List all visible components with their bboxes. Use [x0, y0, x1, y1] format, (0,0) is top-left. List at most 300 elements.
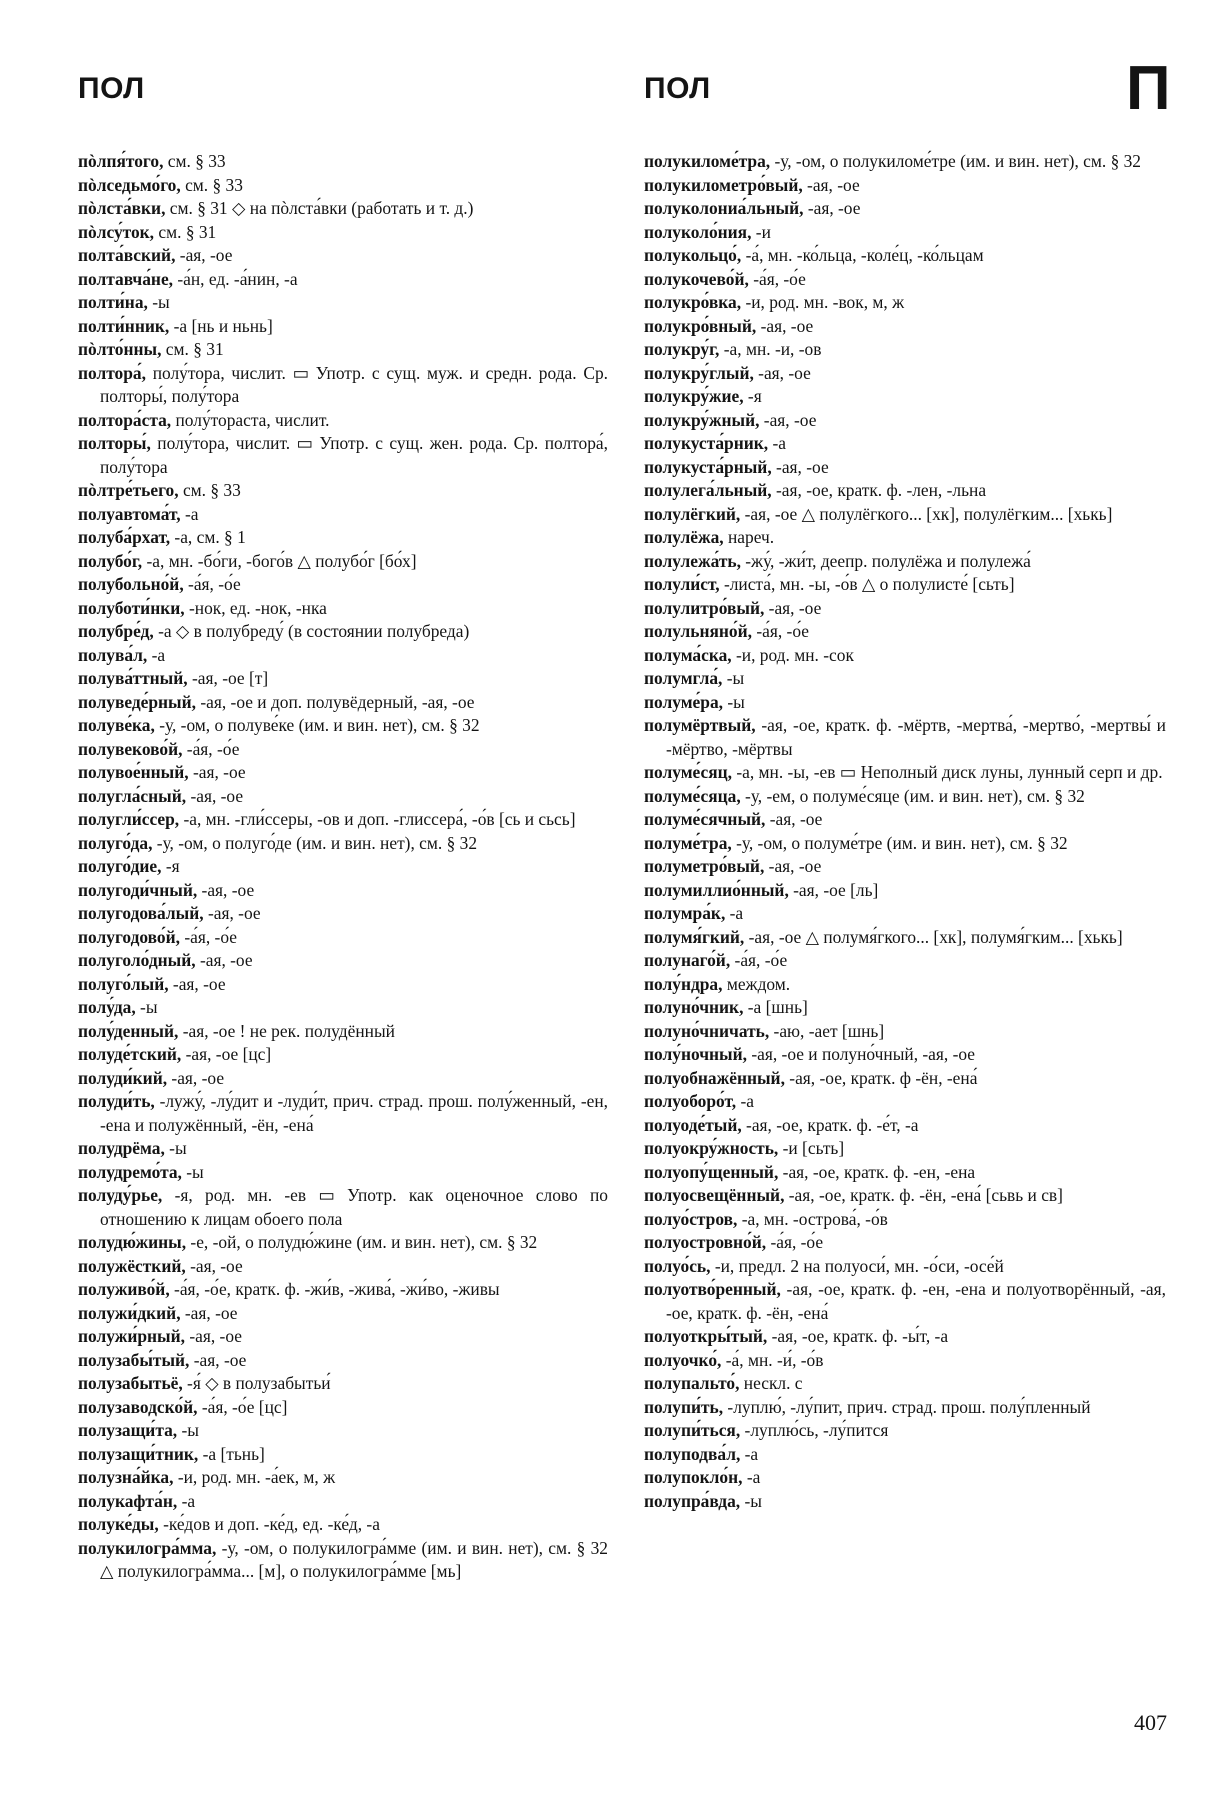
- dictionary-entry: [644, 1349, 1166, 1373]
- entry-definition: -ы: [147, 292, 170, 312]
- dictionary-entry: [78, 1537, 608, 1584]
- dictionary-entry: [78, 926, 608, 950]
- entry-headword: полулёжа,: [644, 527, 724, 547]
- entry-definition: -ая, -ое △ полумя́гкого... [хк], полумя́гким... [хькь]: [744, 926, 1123, 947]
- entry-headword: полува́л,: [78, 644, 148, 665]
- entry-headword: полумгла́,: [644, 668, 723, 688]
- entry-definition: -а, мн. -бо́ги, -бого́в △ полубо́г [бо́х]: [142, 550, 417, 571]
- entry-headword: полукру́г,: [644, 339, 720, 359]
- entry-definition: нареч.: [723, 527, 775, 547]
- dictionary-entry: [78, 1396, 608, 1420]
- entry-definition: -а: [768, 433, 786, 453]
- entry-definition: -а, см. § 1: [170, 527, 246, 547]
- entry-headword: полтора́,: [78, 362, 146, 383]
- entry-definition: -ая, -ое, кратк. ф. -ен, -ена и полуотворённый, -ая, -ое, кратк. ф. -ён, -ена́: [666, 1279, 1166, 1323]
- dictionary-entry: [644, 1020, 1166, 1044]
- entry-definition: -ы: [723, 691, 745, 712]
- dictionary-entry: [78, 738, 608, 762]
- entry-headword: полувое́нный,: [78, 762, 189, 782]
- entry-headword: полужи́дкий,: [78, 1302, 181, 1323]
- entry-headword: полуго́лый,: [78, 973, 169, 994]
- dictionary-entry: [78, 409, 608, 433]
- entry-definition: -е, -ой, о полудю́жине (им. и вин. нет), см. § 32: [186, 1232, 538, 1252]
- dictionary-entry: [644, 714, 1166, 761]
- entry-definition: -а́, мн. -и́, -о́в: [721, 1349, 824, 1370]
- dictionary-entry: [644, 526, 1166, 550]
- dictionary-entry: [644, 785, 1166, 809]
- entry-definition: -ая, -ое и полуно́чный, -ая, -ое: [746, 1044, 976, 1064]
- dictionary-entry: [78, 808, 608, 832]
- dictionary-entry: [78, 1184, 608, 1231]
- dictionary-entry: [78, 620, 608, 644]
- entry-headword: полува́ттный,: [78, 668, 188, 688]
- entry-definition: -ая, -ое ! не рек. полудённый: [178, 1020, 395, 1041]
- entry-headword: полукиломе́тра,: [644, 151, 771, 171]
- entry-definition: см. § 31 ◇ на пòлста́вки (работать и т. д.): [165, 198, 474, 218]
- entry-headword: полуго́дие,: [78, 856, 162, 876]
- entry-headword: полузащи́тник,: [78, 1443, 199, 1464]
- entry-definition: -а́я, -о́е: [182, 738, 240, 759]
- entry-headword: полукуста́рный,: [644, 456, 772, 477]
- dictionary-entry: [78, 315, 608, 339]
- entry-headword: полуке́ды,: [78, 1514, 159, 1534]
- entry-headword: полумиллио́нный,: [644, 879, 789, 900]
- dictionary-entry: [644, 879, 1166, 903]
- dictionary-entry: [644, 1443, 1166, 1467]
- entry-headword: полукру́жие,: [644, 386, 744, 406]
- dictionary-entry: [78, 174, 608, 198]
- entry-headword: полупальто́,: [644, 1373, 740, 1393]
- dictionary-entry: [644, 1137, 1166, 1161]
- dictionary-entry: [78, 1137, 608, 1161]
- entry-definition: -а́я, -о́е: [766, 1232, 824, 1252]
- dictionary-entry: [78, 691, 608, 715]
- dictionary-entry: [644, 620, 1166, 644]
- entry-headword: полубольно́й,: [78, 574, 184, 594]
- entry-headword: полузабы́тый,: [78, 1349, 190, 1370]
- dictionary-entry: [644, 855, 1166, 879]
- dictionary-entry: [644, 902, 1166, 926]
- entry-headword: полти́нник,: [78, 315, 170, 336]
- entry-headword: полуботи́нки,: [78, 597, 185, 618]
- dictionary-entry: [78, 832, 608, 856]
- dictionary-entry: [78, 221, 608, 245]
- entry-definition: -ая, -ое: [195, 950, 253, 970]
- dictionary-entry: [644, 1043, 1166, 1067]
- dictionary-entry: [78, 291, 608, 315]
- entry-headword: полугодова́лый,: [78, 903, 204, 923]
- entry-definition: -ая, -ое: [203, 903, 261, 923]
- entry-headword: полуно́чничать,: [644, 1020, 770, 1041]
- dictionary-entry: [78, 1443, 608, 1467]
- dictionary-entry: [644, 1067, 1166, 1091]
- entry-headword: полуметро́вый,: [644, 856, 765, 876]
- dictionary-entry: [644, 996, 1166, 1020]
- entry-headword: полуме́тра,: [644, 832, 732, 853]
- entry-headword: полукилогра́мма,: [78, 1537, 217, 1558]
- dictionary-entry: [78, 573, 608, 597]
- entry-definition: -ая, -ое: [186, 785, 244, 806]
- entry-headword: полукольцо́,: [644, 245, 742, 265]
- entry-definition: -луплю́, -лу́пит, прич. страд. прош. полу́пленный: [723, 1396, 1091, 1417]
- entry-headword: полукру́глый,: [644, 362, 754, 383]
- entry-headword: полуоде́тый,: [644, 1114, 742, 1135]
- entry-definition: см. § 33: [163, 151, 226, 171]
- entry-headword: полукафта́н,: [78, 1490, 178, 1511]
- entry-headword: полуокру́жность,: [644, 1138, 779, 1158]
- entry-headword: полугла́сный,: [78, 785, 187, 806]
- dictionary-entry: [644, 174, 1166, 198]
- dictionary-entry: [644, 456, 1166, 480]
- entry-headword: полуме́сяц,: [644, 762, 732, 782]
- dictionary-entry: [78, 1255, 608, 1279]
- entry-headword: полуди́кий,: [78, 1067, 168, 1088]
- entry-definition: -ая, -ое: [168, 973, 226, 994]
- dictionary-entry: [78, 362, 608, 409]
- entry-headword: полуосвещённый,: [644, 1185, 785, 1205]
- dictionary-entry: [78, 1302, 608, 1326]
- entry-definition: -у, -ом, о полуме́тре (им. и вин. нет), см. § 32: [731, 832, 1068, 853]
- entry-definition: -а: [736, 1091, 754, 1111]
- entry-headword: полузаводско́й,: [78, 1396, 198, 1417]
- dictionary-entry: [78, 761, 608, 785]
- dictionary-entry: [644, 1231, 1166, 1255]
- entry-headword: полумра́к,: [644, 903, 726, 923]
- page-number: 407: [1134, 1710, 1167, 1735]
- entry-definition: -а́я, -о́е, кратк. ф. -жи́в, -жива́, -жи́во, -живы: [169, 1279, 500, 1299]
- entry-headword: полулега́льный,: [644, 480, 772, 500]
- entry-definition: -и, род. мн. -сок: [731, 644, 854, 665]
- entry-headword: полуобнажённый,: [644, 1067, 785, 1088]
- entry-headword: полуколониа́льный,: [644, 198, 804, 218]
- entry-headword: полупи́ться,: [644, 1420, 741, 1440]
- right-column: [644, 150, 1166, 1513]
- dictionary-entry: [644, 644, 1166, 668]
- entry-definition: -ая, -ое: [189, 1349, 247, 1370]
- entry-definition: -и [сьть]: [778, 1138, 845, 1158]
- section-letter: П: [1126, 54, 1171, 123]
- dictionary-entry: [644, 1466, 1166, 1490]
- entry-definition: -ая, -ое: [180, 1302, 238, 1323]
- dictionary-entry: [644, 315, 1166, 339]
- entry-definition: -я: [743, 386, 762, 406]
- entry-headword: полукилометро́вый,: [644, 174, 803, 195]
- dictionary-entry: [644, 1490, 1166, 1514]
- entry-definition: -у, -ом, о полуве́ке (им. и вин. нет), см. § 32: [154, 715, 480, 735]
- dictionary-entry: [78, 1372, 608, 1396]
- entry-headword: полуме́ра,: [644, 691, 723, 712]
- entry-definition: -жу́, -жи́т, деепр. полулёжа и полулежа́: [740, 550, 1031, 571]
- entry-headword: полуоборо́т,: [644, 1091, 737, 1111]
- entry-headword: полуголо́дный,: [78, 950, 196, 970]
- dictionary-entry: [78, 1020, 608, 1044]
- entry-definition: -а: [180, 503, 199, 524]
- dictionary-entry: [78, 1231, 608, 1255]
- dictionary-entry: [644, 926, 1166, 950]
- entry-definition: -ая, -ое: [765, 809, 823, 829]
- dictionary-entry: [644, 761, 1166, 785]
- entry-definition: -а́, мн. -ко́льца, -коле́ц, -ко́льцам: [741, 245, 984, 265]
- dictionary-entry: [644, 479, 1166, 503]
- entry-definition: -а: [177, 1490, 196, 1511]
- entry-headword: полта́вский,: [78, 245, 176, 265]
- entry-definition: -ы: [164, 1138, 187, 1158]
- entry-definition: -а: [742, 1467, 761, 1487]
- entry-definition: -ы: [135, 997, 158, 1017]
- entry-definition: полу́тораста, числит.: [171, 409, 330, 430]
- entry-definition: -ая, -ое: [188, 762, 246, 782]
- entry-headword: полупра́вда,: [644, 1490, 741, 1511]
- dictionary-entry: [644, 1114, 1166, 1138]
- entry-headword: полукочево́й,: [644, 268, 749, 289]
- dictionary-entry: [644, 808, 1166, 832]
- entry-definition: -ая, -ое, кратк. ф -ён, -ена́: [784, 1067, 978, 1088]
- dictionary-entry: [644, 597, 1166, 621]
- entry-headword: полумя́гкий,: [644, 926, 745, 947]
- entry-definition: -ая, -ое, кратк. ф. -е́т, -а: [741, 1114, 919, 1135]
- entry-definition: -лужу́, -лу́дит и -луди́т, прич. страд. прош. полу́женный, -ен, -ена и полужённый, -ён, -ена́: [100, 1091, 608, 1135]
- entry-definition: -я́ ◇ в полузабытьи́: [182, 1373, 331, 1393]
- entry-headword: полу́ндра,: [644, 973, 723, 994]
- entry-headword: полубре́д,: [78, 621, 154, 641]
- entry-definition: см. § 31: [154, 221, 217, 242]
- dictionary-entry: [644, 362, 1166, 386]
- entry-headword: полуо́сь,: [644, 1255, 711, 1276]
- entry-headword: полузна́йка,: [78, 1467, 174, 1487]
- dictionary-entry: [78, 503, 608, 527]
- dictionary-entry: [78, 996, 608, 1020]
- dictionary-entry: [78, 879, 608, 903]
- dictionary-entry: [78, 1513, 608, 1537]
- entry-definition: -а: [740, 1443, 759, 1464]
- dictionary-entry: [78, 197, 608, 221]
- dictionary-entry: [78, 244, 608, 268]
- entry-definition: -ая, -ое: [756, 315, 814, 336]
- entry-headword: полуба́рхат,: [78, 527, 171, 547]
- entry-headword: полукро́вный,: [644, 315, 757, 336]
- dictionary-entry: [78, 1161, 608, 1185]
- entry-headword: полулежа́ть,: [644, 550, 741, 571]
- entry-definition: полу́тора, числит. ▭ Употр. с сущ. муж. и средн. рода. Ср. полторы́, полу́тора: [100, 362, 608, 406]
- entry-definition: -ая, -ое и доп. полувёдерный, -ая, -ое: [195, 691, 475, 712]
- dictionary-entry: [644, 550, 1166, 574]
- entry-headword: полукуста́рник,: [644, 433, 769, 453]
- dictionary-entry: [644, 197, 1166, 221]
- entry-headword: пòлтре́тьего,: [78, 480, 179, 500]
- entry-definition: -ая, -ое: [753, 362, 811, 383]
- entry-definition: -а: [147, 644, 166, 665]
- dictionary-entry: [644, 150, 1166, 174]
- dictionary-entry: [78, 1278, 608, 1302]
- entry-headword: полулитро́вый,: [644, 597, 765, 618]
- entry-definition: -а: [725, 903, 744, 923]
- dictionary-entry: [78, 268, 608, 292]
- dictionary-entry: [644, 1161, 1166, 1185]
- dictionary-entry: [644, 691, 1166, 715]
- entry-definition: -а ◇ в полубреду́ (в состоянии полубреда): [153, 621, 470, 641]
- entry-headword: полу́денный,: [78, 1020, 179, 1041]
- entry-definition: см. § 33: [180, 174, 243, 195]
- entry-headword: полукро́вка,: [644, 292, 742, 312]
- entry-headword: полули́ст,: [644, 574, 720, 594]
- entry-definition: см. § 31: [161, 339, 224, 359]
- dictionary-entry: [78, 1043, 608, 1067]
- entry-headword: полугли́ссер,: [78, 809, 180, 829]
- dictionary-entry: [644, 1208, 1166, 1232]
- dictionary-entry: [78, 1067, 608, 1091]
- dictionary-entry: [644, 1419, 1166, 1443]
- dictionary-entry: [644, 432, 1166, 456]
- entry-headword: полузабытьё,: [78, 1373, 183, 1393]
- dictionary-entry: [78, 855, 608, 879]
- entry-definition: -ая, -ое: [167, 1067, 225, 1088]
- entry-headword: полуду́рье,: [78, 1185, 163, 1205]
- entry-definition: -а [тьнь]: [198, 1443, 265, 1464]
- dictionary-entry: [78, 714, 608, 738]
- entry-headword: полудрёма,: [78, 1138, 165, 1158]
- entry-headword: полупокло́н,: [644, 1467, 743, 1487]
- entry-definition: -ы: [177, 1420, 199, 1440]
- entry-headword: пòлста́вки,: [78, 198, 166, 218]
- dictionary-entry: [644, 1396, 1166, 1420]
- entry-definition: -ы: [722, 668, 745, 688]
- guide-word-right: ПОЛ: [644, 72, 711, 105]
- entry-headword: полугоди́чный,: [78, 879, 198, 900]
- entry-headword: полтора́ста,: [78, 409, 172, 430]
- entry-definition: -ая, -ое: [803, 198, 861, 218]
- entry-definition: -ы: [740, 1490, 762, 1511]
- entry-definition: -я: [161, 856, 180, 876]
- entry-definition: -ке́дов и доп. -ке́д, ед. -ке́д, -а: [158, 1514, 380, 1534]
- entry-definition: -ая, -ое: [764, 856, 822, 876]
- entry-headword: полувеково́й,: [78, 738, 183, 759]
- entry-headword: полуживо́й,: [78, 1279, 170, 1299]
- entry-headword: полу́ночный,: [644, 1044, 747, 1064]
- entry-definition: полу́тора, числит. ▭ Употр. с сущ. жен. рода. Ср. полтора́, полу́тора: [100, 433, 608, 477]
- entry-definition: -у, -ом, о полукилогра́мме (им. и вин. нет), см. § 32 △ полукилогра́мма... [м], о полукилогра́мме [мь]: [100, 1537, 608, 1581]
- entry-headword: полуме́сяца,: [644, 785, 741, 806]
- entry-definition: -у, -ом, о полуго́де (им. и вин. нет), см. § 32: [152, 832, 478, 853]
- entry-headword: полугодово́й,: [78, 926, 180, 947]
- dictionary-entry: [644, 268, 1166, 292]
- dictionary-entry: [644, 244, 1166, 268]
- entry-headword: полульняно́й,: [644, 621, 752, 641]
- entry-definition: -и, предл. 2 на полуоси́, мн. -о́си, -осе́й: [710, 1255, 1004, 1276]
- entry-definition: -и, род. мн. -а́ек, м, ж: [173, 1467, 336, 1487]
- entry-definition: -а, мн. -и, -ов: [719, 339, 822, 359]
- entry-definition: -а [нь и ньнь]: [169, 315, 273, 336]
- dictionary-entry: [78, 479, 608, 503]
- entry-headword: полужёсткий,: [78, 1255, 186, 1276]
- entry-headword: полуочко́,: [644, 1349, 722, 1370]
- entry-definition: -ая, -ое [цс]: [181, 1044, 272, 1064]
- entry-headword: пòлто́нны,: [78, 339, 162, 359]
- dictionary-entry: [78, 597, 608, 621]
- dictionary-entry: [644, 291, 1166, 315]
- entry-headword: полудремо́та,: [78, 1161, 182, 1182]
- dictionary-entry: [644, 385, 1166, 409]
- dictionary-entry: [644, 409, 1166, 433]
- entry-definition: -ая, -ое: [771, 456, 829, 477]
- entry-headword: полуведе́рный,: [78, 691, 196, 712]
- entry-definition: -аю, -ает [шнь]: [769, 1020, 885, 1041]
- entry-definition: -а́я, -о́е [цс]: [197, 1396, 288, 1417]
- dictionary-entry: [644, 338, 1166, 362]
- entry-headword: полти́на,: [78, 292, 148, 312]
- entry-definition: междом.: [722, 973, 791, 994]
- entry-headword: полуколо́ния,: [644, 221, 752, 242]
- dictionary-entry: [644, 949, 1166, 973]
- entry-definition: -а, мн. -острова́, -о́в: [737, 1208, 888, 1229]
- entry-definition: -а́я, -о́е: [730, 950, 788, 970]
- entry-headword: полуго́да,: [78, 832, 153, 853]
- dictionary-entry: [78, 338, 608, 362]
- entry-definition: -ая, -ое, кратк. ф. -ен, -ена: [778, 1161, 976, 1182]
- dictionary-entry: [644, 1372, 1166, 1396]
- entry-headword: полтавча́не,: [78, 268, 174, 289]
- dictionary-entry: [644, 1184, 1166, 1208]
- entry-definition: -ая, -ое: [764, 597, 822, 618]
- dictionary-entry: [78, 785, 608, 809]
- entry-definition: -ая, -ое [ль]: [788, 879, 879, 900]
- entry-definition: -я, род. мн. -ев ▭ Употр. как оценочное слово по отношению к лицам обоего пола: [100, 1185, 608, 1229]
- entry-definition: -ая, -ое [т]: [187, 668, 269, 688]
- entry-headword: полуавтома́т,: [78, 503, 181, 524]
- dictionary-entry: [644, 973, 1166, 997]
- entry-headword: пòлпя́того,: [78, 151, 164, 171]
- entry-headword: полума́ска,: [644, 644, 732, 665]
- entry-headword: пòлседьмо́го,: [78, 174, 181, 195]
- entry-definition: -луплю́сь, -лу́пится: [740, 1420, 889, 1440]
- entry-headword: полуве́ка,: [78, 715, 155, 735]
- entry-definition: -а́я, -о́е: [751, 621, 809, 641]
- dictionary-entry: [644, 1255, 1166, 1279]
- entry-headword: полуоткры́тый,: [644, 1326, 768, 1346]
- guide-word-left: ПОЛ: [78, 72, 145, 105]
- entry-definition: см. § 33: [178, 480, 241, 500]
- dictionary-entry: [644, 221, 1166, 245]
- entry-definition: -ая, -ое: [197, 879, 255, 900]
- entry-headword: полуподва́л,: [644, 1443, 741, 1464]
- dictionary-entry: [78, 526, 608, 550]
- dictionary-entry: [644, 1325, 1166, 1349]
- entry-definition: -у, -ом, о полукиломе́тре (им. и вин. нет), см. § 32: [770, 151, 1142, 171]
- entry-headword: полуди́ть,: [78, 1091, 155, 1111]
- dictionary-entry: [644, 573, 1166, 597]
- entry-headword: полукру́жный,: [644, 409, 760, 430]
- entry-headword: полу́да,: [78, 997, 136, 1017]
- entry-definition: -ая, -ое: [185, 1255, 243, 1276]
- dictionary-entry: [78, 1325, 608, 1349]
- dictionary-entry: [78, 973, 608, 997]
- dictionary-entry: [644, 1090, 1166, 1114]
- entry-definition: нескл. с: [739, 1373, 803, 1393]
- entry-headword: пòлсу́ток,: [78, 221, 155, 242]
- entry-headword: полудю́жины,: [78, 1232, 187, 1252]
- entry-definition: -и, род. мн. -вок, м, ж: [741, 292, 905, 312]
- entry-headword: полуотво́ренный,: [644, 1279, 781, 1299]
- entry-definition: -а, мн. -гли́ссеры, -ов и доп. -глиссера́, -о́в [сь и сьсь]: [179, 809, 576, 829]
- entry-headword: полунаго́й,: [644, 950, 731, 970]
- entry-definition: -ая, -ое, кратк. ф. -лен, -льна: [771, 480, 987, 500]
- dictionary-entry: [78, 644, 608, 668]
- entry-headword: полторы́,: [78, 433, 151, 453]
- dictionary-entry: [78, 1490, 608, 1514]
- entry-definition: -листа́, мн. -ы, -о́в △ о полулисте́ [сьть]: [719, 574, 1015, 594]
- entry-definition: -и: [751, 221, 771, 242]
- dictionary-entry: [78, 1419, 608, 1443]
- dictionary-entry: [78, 432, 608, 479]
